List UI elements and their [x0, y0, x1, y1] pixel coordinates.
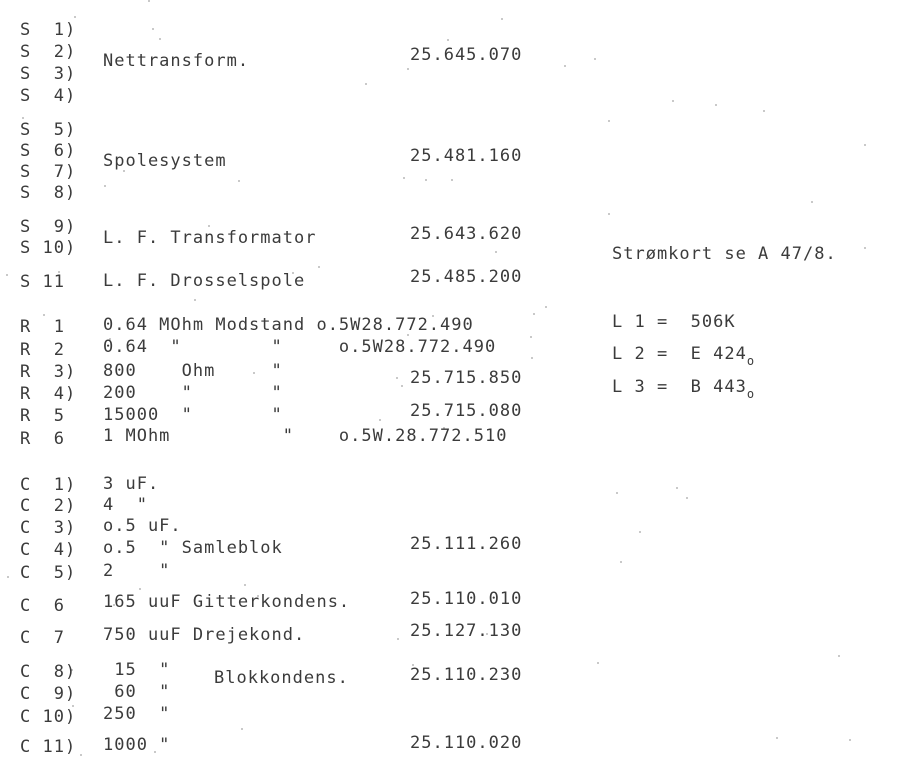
desc-r4: 200 " " — [103, 383, 283, 403]
paper-speck — [403, 177, 405, 179]
paper-speck — [318, 266, 320, 268]
ref-c10: C 10) — [20, 707, 77, 727]
paper-speck — [495, 251, 497, 253]
ref-c8: C 8) — [20, 662, 77, 682]
note-stromkort: Strømkort se A 47/8. — [612, 244, 837, 264]
note-l2 — [612, 344, 756, 368]
desc-c9: 60 " — [103, 682, 171, 702]
note-l2-text: L 2 = E 424 — [612, 344, 747, 364]
paper-speck — [238, 180, 240, 182]
ref-c9: C 9) — [20, 684, 77, 704]
ref-r5: R 5 — [20, 406, 65, 426]
paper-speck — [763, 110, 765, 112]
partno-c7: 25.127.130 — [410, 621, 523, 641]
paper-speck — [838, 655, 840, 657]
ref-s9: S 9) — [20, 217, 77, 237]
ref-c7: C 7 — [20, 628, 65, 648]
paper-speck — [501, 18, 503, 20]
paper-speck — [7, 576, 9, 578]
paper-speck — [451, 179, 453, 181]
paper-speck — [379, 419, 381, 421]
ref-r4: R 4) — [20, 384, 77, 404]
paper-speck — [396, 377, 398, 379]
paper-speck — [594, 58, 596, 60]
paper-speck — [194, 299, 196, 301]
paper-speck — [639, 531, 641, 533]
paper-speck — [776, 737, 778, 739]
paper-speck — [864, 144, 866, 146]
note-l3-subscript: o — [746, 387, 756, 401]
paper-speck — [715, 104, 717, 106]
paper-speck — [533, 313, 535, 315]
paper-speck — [80, 754, 82, 756]
desc-c2: 4 " — [103, 495, 148, 515]
paper-speck — [425, 179, 427, 181]
ref-s3: S 3) — [20, 64, 77, 84]
desc-c10: 250 " — [103, 704, 171, 724]
ref-r1: R 1 — [20, 317, 65, 337]
paper-speck — [365, 83, 367, 85]
paper-speck — [397, 638, 399, 640]
ref-s4: S 4) — [20, 86, 77, 106]
paper-speck — [531, 357, 533, 359]
note-l2-subscript: o — [746, 354, 756, 368]
partno-c8-c10: 25.110.230 — [410, 665, 523, 685]
paper-speck — [620, 561, 622, 563]
partno-c1-c5: 25.111.260 — [410, 534, 523, 554]
ref-r3: R 3) — [20, 362, 77, 382]
paper-speck — [608, 120, 610, 122]
desc-lf-drosselspole: L. F. Drosselspole — [103, 271, 306, 291]
paper-speck — [159, 38, 161, 40]
desc-r1: 0.64 MOhm Modstand o.5W28.772.490 — [103, 315, 474, 335]
desc-c1: 3 uF. — [103, 474, 160, 494]
paper-speck — [864, 247, 866, 249]
ref-s7: S 7) — [20, 162, 77, 182]
desc-r2: 0.64 " " o.5W28.772.490 — [103, 337, 497, 357]
ref-s5: S 5) — [20, 120, 77, 140]
desc-c8: 15 " — [103, 660, 171, 680]
desc-r6: 1 MOhm " o.5W.28.772.510 — [103, 426, 508, 446]
ref-c3: C 3) — [20, 518, 77, 538]
desc-blokkondens: Blokkondens. — [214, 668, 349, 688]
ref-c11: C 11) — [20, 737, 77, 757]
paper-speck — [74, 16, 76, 18]
paper-speck — [22, 117, 24, 119]
paper-speck — [686, 497, 688, 499]
ref-c6: C 6 — [20, 596, 65, 616]
partno-spolesystem: 25.481.160 — [410, 146, 523, 166]
ref-s11: S 11 — [20, 272, 65, 292]
partno-nettransform: 25.645.070 — [410, 45, 523, 65]
ref-r6: R 6 — [20, 429, 65, 449]
note-l3 — [612, 377, 756, 401]
paper-speck — [6, 274, 8, 276]
desc-c4: o.5 " Samleblok — [103, 538, 283, 558]
ref-r2: R 2 — [20, 340, 65, 360]
paper-speck — [608, 213, 610, 215]
ref-c1: C 1) — [20, 475, 77, 495]
desc-nettransform: Nettransform. — [103, 51, 250, 71]
paper-speck — [849, 739, 851, 741]
desc-r3: 800 Ohm " — [103, 361, 283, 381]
ref-c5: C 5) — [20, 563, 77, 583]
desc-r5: 15000 " " — [103, 405, 283, 425]
ref-s6: S 6) — [20, 141, 77, 161]
paper-speck — [148, 0, 150, 2]
note-l1: L 1 = 506K — [612, 312, 736, 332]
ref-s2: S 2) — [20, 42, 77, 62]
note-l3-text: L 3 = B 443 — [612, 377, 747, 397]
paper-speck — [545, 306, 547, 308]
desc-lf-transformator: L. F. Transformator — [103, 228, 317, 248]
paper-speck — [43, 314, 45, 316]
partno-c11: 25.110.020 — [410, 733, 523, 753]
desc-spolesystem: Spolesystem — [103, 151, 227, 171]
partno-lf-transformator: 25.643.620 — [410, 224, 523, 244]
ref-c2: C 2) — [20, 496, 77, 516]
paper-speck — [152, 28, 154, 30]
ref-s1: S 1) — [20, 20, 77, 40]
desc-c5: 2 " — [103, 561, 171, 581]
partno-lf-drosselspole: 25.485.200 — [410, 267, 523, 287]
desc-c3: o.5 uF. — [103, 516, 182, 536]
desc-c7: 750 uuF Drejekond. — [103, 625, 306, 645]
desc-c6: 165 uuF Gitterkondens. — [103, 592, 351, 612]
ref-s10: S 10) — [20, 238, 77, 258]
paper-speck — [208, 225, 210, 227]
paper-speck — [104, 185, 106, 187]
paper-speck — [530, 336, 532, 338]
desc-c11: 1000 " — [103, 735, 171, 755]
partno-r5: 25.715.080 — [410, 401, 523, 421]
paper-speck — [564, 65, 566, 67]
ref-s8: S 8) — [20, 183, 77, 203]
paper-speck — [407, 68, 409, 70]
paper-speck — [244, 584, 246, 586]
paper-speck — [139, 588, 141, 590]
ref-c4: C 4) — [20, 540, 77, 560]
paper-speck — [401, 385, 403, 387]
paper-speck — [447, 39, 449, 41]
paper-speck — [672, 100, 674, 102]
paper-speck — [597, 662, 599, 664]
paper-speck — [616, 492, 618, 494]
paper-speck — [676, 487, 678, 489]
paper-speck — [811, 201, 813, 203]
paper-speck — [241, 728, 243, 730]
partno-c6: 25.110.010 — [410, 589, 523, 609]
partno-r3-r4: 25.715.850 — [410, 368, 523, 388]
